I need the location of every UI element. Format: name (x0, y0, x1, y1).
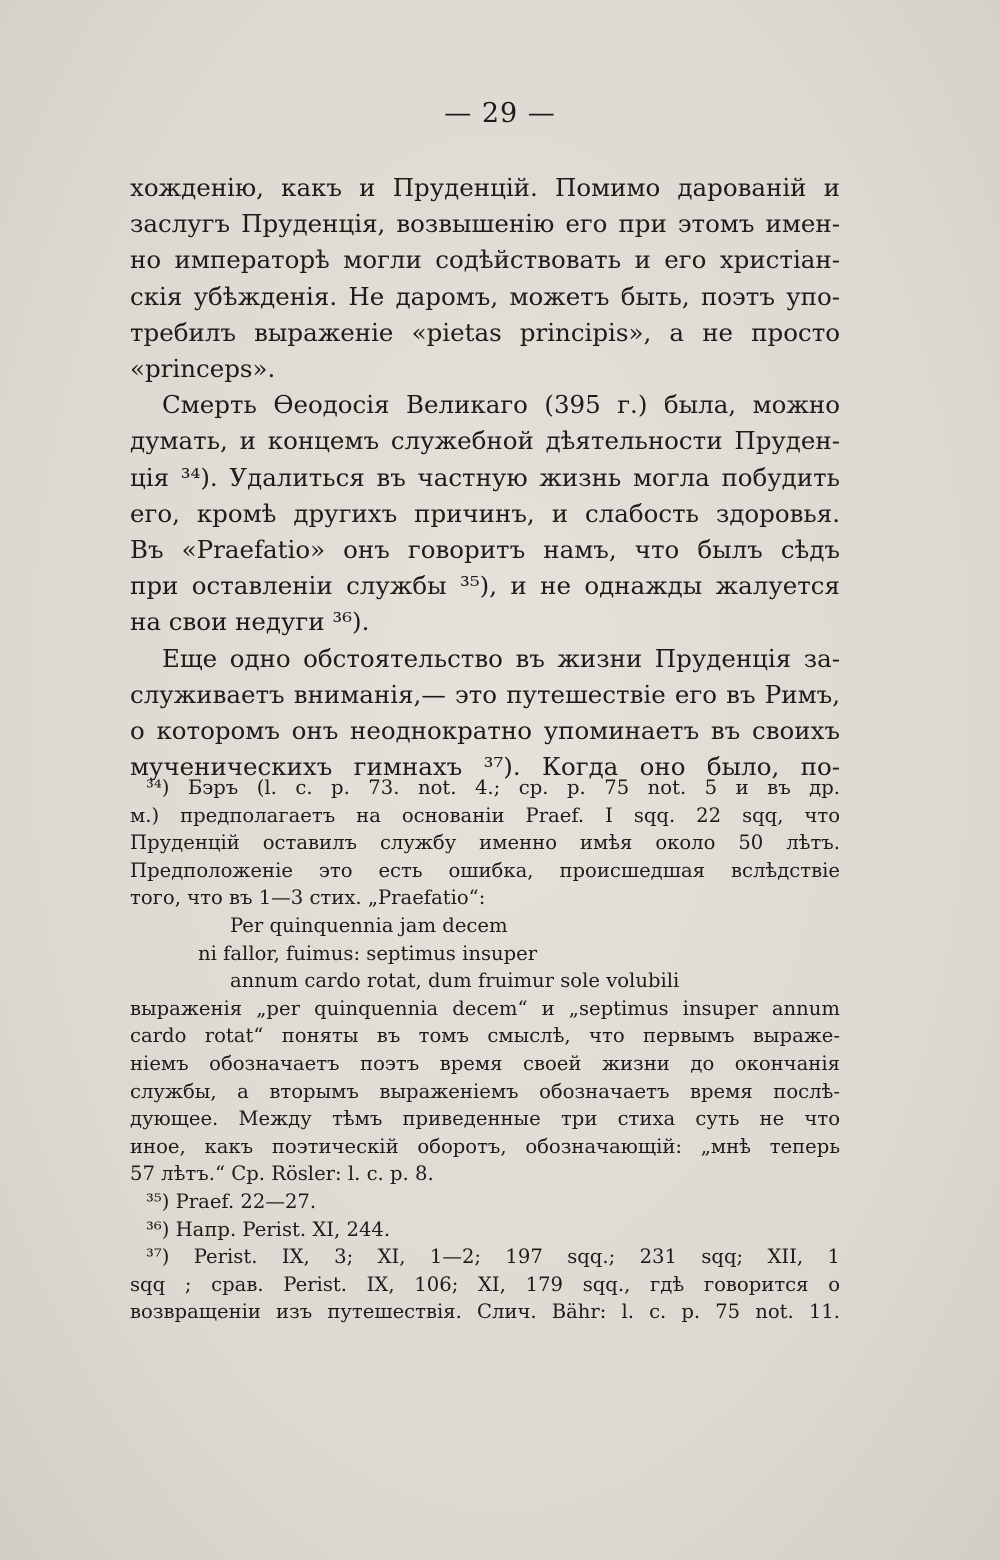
footnote-line: sqq ; срав. Perist. IX, 106; XI, 179 sqq., гдѣ говорится о (130, 1272, 840, 1296)
body-line: о которомъ онъ неоднократно упоминаетъ въ своихъ (130, 716, 840, 746)
footnote-line: ³⁷) Perist. IX, 3; XI, 1—2; 197 sqq.; 231 sqq; XII, 1 (146, 1245, 840, 1269)
footnote-line: иное, какъ поэтическій оборотъ, обозначающій: „мнѣ теперь (130, 1134, 840, 1158)
verse-line: annum cardo rotat, dum fruimur sole volubili (230, 969, 680, 993)
footnote-line: cardo rotat“ поняты въ томъ смыслѣ, что первымъ выраже- (130, 1024, 840, 1048)
footnote-line: ³⁵) Praef. 22—27. (146, 1189, 317, 1213)
body-line: служиваетъ вниманія,— это путешествіе его въ Римъ, (130, 679, 840, 709)
body-line: скія убѣжденія. Не даромъ, можетъ быть, поэтъ упо- (130, 281, 840, 311)
footnote-separator (130, 748, 840, 749)
footnote-line: выраженія „per quinquennia decem“ и „septimus insuper annum (130, 996, 840, 1020)
body-line: ція ³⁴). Удалиться въ частную жизнь могла побудить (130, 462, 840, 492)
body-line: при оставленіи службы ³⁵), и не однажды жалуется (130, 571, 840, 601)
body-line: но императорѣ могли содѣйствовать и его христіан- (130, 245, 840, 275)
footnote-line: службы, а вторымъ выраженіемъ обозначаетъ время послѣ- (130, 1079, 840, 1103)
body-line: мученическихъ гимнахъ ³⁷). Когда оно было, по- (130, 752, 840, 782)
body-line: «princeps». (130, 354, 276, 384)
footnotes (130, 774, 840, 1326)
verse-line: Per quinquennia jam decem (230, 913, 508, 937)
body-line: Въ «Praefatio» онъ говоритъ намъ, что былъ сѣдъ (130, 535, 840, 565)
footnote-line: ³⁶) Напр. Perist. XI, 244. (146, 1217, 391, 1241)
footnote-line: дующее. Между тѣмъ приведенные три стиха суть не что (130, 1107, 840, 1131)
verse-line: ni fallor, fuimus: septimus insuper (198, 941, 538, 965)
body-line: его, кромѣ другихъ причинъ, и слабость здоровья. (130, 498, 840, 528)
footnote-line: ніемъ обозначаетъ поэтъ время своей жизни до окончанія (130, 1051, 840, 1075)
footnote-line: м.) предполагаетъ на основаніи Praef. I sqq. 22 sqq, что (130, 803, 840, 827)
footnote-line: Предположеніе это есть ошибка, происшедшая вслѣдствіе (130, 858, 840, 882)
footnote-line: того, что въ 1—3 стих. „Praefatio“: (130, 886, 486, 910)
footnote-line: возвращеніи изъ путешествія. Слич. Bähr: l. c. p. 75 not. 11. (130, 1300, 840, 1324)
page-number: — 29 — (444, 98, 556, 129)
body-line: заслугъ Пруденція, возвышенію его при этомъ имен- (130, 209, 840, 239)
body-line: хожденію, какъ и Пруденцій. Помимо дарованій и (130, 173, 840, 202)
footnote-line: ³⁴) Бэръ (l. c. p. 73. not. 4.; cp. p. 75 not. 5 и въ др. (146, 776, 840, 799)
body-line: требилъ выраженіе «pietas principis», а не просто (130, 317, 840, 347)
main-text (130, 170, 840, 785)
body-line: Смерть Ѳеодосія Великаго (395 г.) была, можно (162, 390, 840, 420)
body-line: думать, и концемъ служебной дѣятельности Пруден- (130, 426, 840, 456)
footnote-line: Пруденцій оставилъ службу именно имѣя около 50 лѣтъ. (130, 831, 840, 855)
footnote-line: 57 лѣтъ.“ Cp. Rösler: l. c. p. 8. (130, 1162, 434, 1186)
body-line: Еще одно обстоятельство въ жизни Пруденція за- (162, 643, 840, 673)
body-line: на свои недуги ³⁶). (130, 607, 370, 637)
